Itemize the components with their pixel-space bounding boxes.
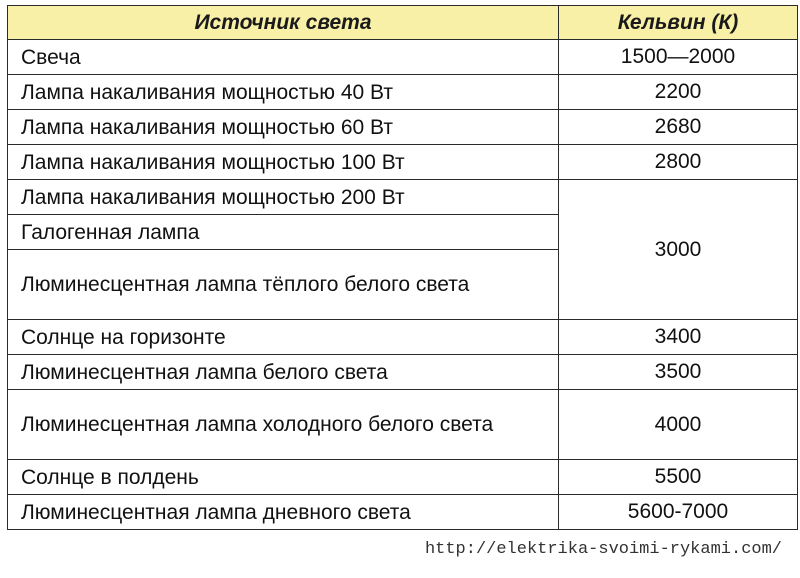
table-row <box>8 40 798 75</box>
table-row <box>8 180 798 215</box>
light-source-name: Галогенная лампа <box>8 215 559 250</box>
kelvin-value: 2800 <box>559 145 798 180</box>
kelvin-value: 3400 <box>559 320 798 355</box>
light-source-name: Лампа накаливания мощностью 40 Вт <box>8 75 559 110</box>
table-row <box>8 75 798 110</box>
table-row <box>8 320 798 355</box>
table-row <box>8 495 798 530</box>
light-source-name: Люминесцентная лампа холодного белого света <box>8 390 559 460</box>
table-header-row <box>8 6 798 40</box>
color-temperature-table <box>7 5 798 530</box>
kelvin-value: 2200 <box>559 75 798 110</box>
light-source-name: Лампа накаливания мощностью 60 Вт <box>8 110 559 145</box>
source-url: http://elektrika-svoimi-rykami.com/ <box>424 540 782 559</box>
table-row <box>8 355 798 390</box>
light-source-name: Люминесцентная лампа тёплого белого света <box>8 250 559 320</box>
light-source-name: Лампа накаливания мощностью 200 Вт <box>8 180 559 215</box>
kelvin-value: 5600-7000 <box>559 495 798 530</box>
table-row <box>8 390 798 460</box>
light-source-name: Солнце на горизонте <box>8 320 559 355</box>
header-light-source: Источник света <box>8 6 559 40</box>
light-source-name: Люминесцентная лампа дневного света <box>8 495 559 530</box>
kelvin-value-merged: 3000 <box>559 180 798 320</box>
light-source-name: Свеча <box>8 40 559 75</box>
light-source-name: Лампа накаливания мощностью 100 Вт <box>8 145 559 180</box>
kelvin-value: 2680 <box>559 110 798 145</box>
table-row <box>8 110 798 145</box>
table-row <box>8 460 798 495</box>
header-kelvin: Кельвин (К) <box>559 6 798 40</box>
light-source-name: Люминесцентная лампа белого света <box>8 355 559 390</box>
kelvin-value: 5500 <box>559 460 798 495</box>
kelvin-value: 1500—2000 <box>559 40 798 75</box>
light-source-name: Солнце в полдень <box>8 460 559 495</box>
table-row <box>8 145 798 180</box>
kelvin-value: 3500 <box>559 355 798 390</box>
kelvin-value: 4000 <box>559 390 798 460</box>
